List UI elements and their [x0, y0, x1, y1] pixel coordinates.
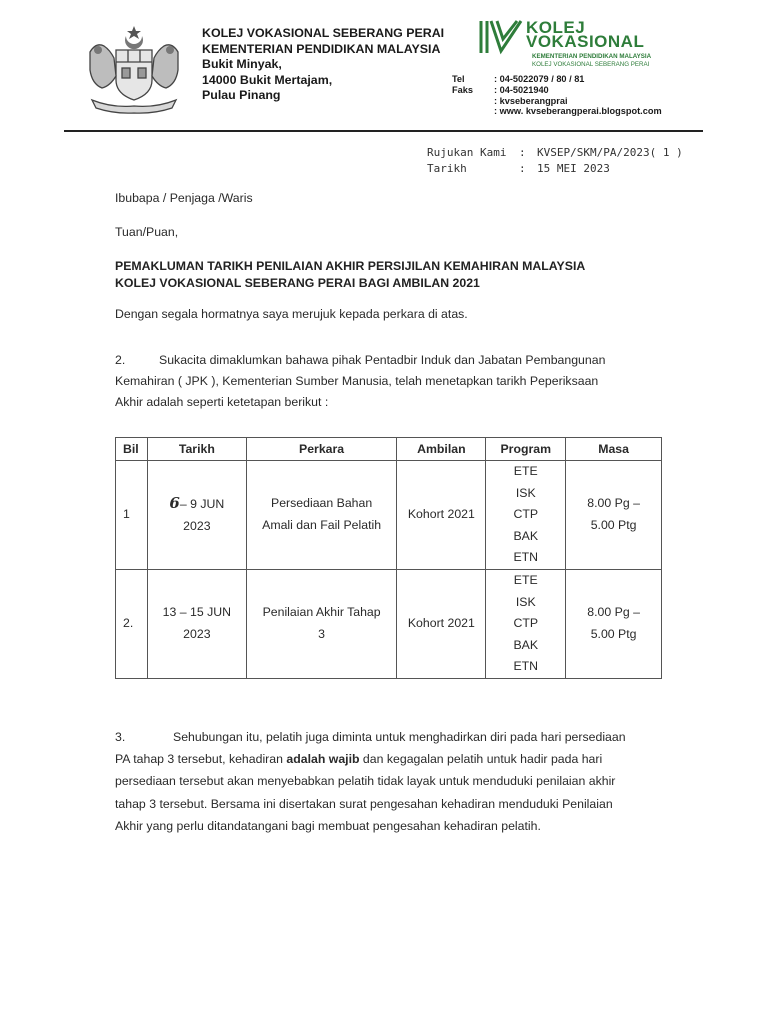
cell-perkara [246, 461, 397, 570]
program-code: ISK [515, 594, 536, 609]
date-text: 13 – 15 JUN [162, 605, 232, 620]
emphasis-text: wajib [328, 752, 360, 767]
reference-row [427, 161, 683, 177]
perkara-line: Persediaan Bahan [271, 496, 373, 511]
cell-tarikh [147, 570, 246, 679]
subject-line: KOLEJ VOKASIONAL SEBERANG PERAI BAGI AMBILAN 2021 [115, 276, 480, 290]
contact-info [452, 74, 662, 117]
contact-label: Tel [452, 74, 465, 84]
subject-line: PEMAKLUMAN TARIKH PENILAIAN AKHIR PERSIJILAN KEMAHIRAN MALAYSIA [115, 259, 586, 273]
cell-perkara [246, 570, 397, 679]
cell-ambilan: Kohort 2021 [397, 461, 486, 570]
reference-label: Rujukan Kami [427, 146, 507, 159]
perkara-line: Penilaian Akhir Tahap [262, 605, 381, 620]
program-code: CTP [513, 616, 539, 631]
emphasis-text: adalah [286, 752, 326, 767]
cell-masa [566, 570, 662, 679]
recipient: Ibubapa / Penjaga /Waris [115, 191, 253, 205]
date-year: 2023 [183, 627, 211, 641]
handwritten-date: 6 [169, 493, 180, 512]
perkara-line: 3 [318, 627, 326, 641]
paragraph-line: Sehubungan itu, pelatih juga diminta untuk menghadirkan diri pada hari persediaan [173, 730, 626, 744]
coat-of-arms-icon [78, 22, 190, 114]
paragraph-line: Kemahiran ( JPK ), Kementerian Sumber Manusia, telah menetapkan tarikh Peperiksaan [115, 374, 599, 388]
column-header: Bil [116, 438, 148, 461]
reference-separator: : [519, 162, 526, 175]
contact-value: : 04-5022079 / 80 / 81 [494, 74, 585, 84]
paragraph-line: tahap 3 tersebut. Bersama ini disertakan surat pengesahan kehadiran menduduki Penilaian [115, 796, 613, 811]
text-span: PA tahap 3 tersebut, kehadiran [115, 752, 287, 767]
brand-word-vokasional: VOKASIONAL [526, 32, 645, 51]
institution-line: KOLEJ VOKASIONAL SEBERANG PERAI [202, 26, 445, 40]
paragraph-3 [115, 726, 675, 837]
table-row [116, 461, 662, 570]
kv-logo-mark-icon [478, 19, 524, 55]
cell-program [486, 570, 566, 679]
salutation: Tuan/Puan, [115, 225, 179, 239]
contact-label [452, 106, 494, 117]
table-row [116, 570, 662, 679]
paragraph-line [115, 748, 675, 770]
opening-line: Dengan segala hormatnya saya merujuk kepada perkara di atas. [115, 307, 468, 321]
column-header: Masa [566, 438, 662, 461]
institution-line: 14000 Bukit Mertajam, [202, 72, 333, 87]
program-code: ETN [513, 550, 539, 565]
institution-address [202, 26, 444, 104]
contact-row [452, 106, 662, 117]
text-span: dan kegagalan pelatih untuk hadir pada hari [359, 752, 603, 767]
reference-row [427, 145, 683, 161]
paragraph-number: 2. [115, 353, 126, 367]
cell-tarikh [147, 461, 246, 570]
contact-label [452, 96, 494, 107]
contact-label: Faks [452, 84, 473, 95]
table-header-row [116, 438, 662, 461]
paragraph-2 [115, 350, 675, 413]
column-header: Tarikh [147, 438, 246, 461]
date-year: 2023 [183, 518, 211, 533]
institution-line: KEMENTERIAN PENDIDIKAN MALAYSIA [202, 41, 441, 56]
paragraph-line: Akhir adalah seperti ketetapan berikut : [115, 395, 329, 409]
institution-line: Bukit Minyak, [202, 57, 282, 71]
contact-row [452, 85, 662, 96]
program-code: ETE [513, 464, 538, 479]
cell-masa [566, 461, 662, 570]
paragraph-line: Akhir yang perlu ditandatangani bagi membuat pengesahan kehadiran pelatih. [115, 818, 541, 833]
masa-line: 8.00 Pg – [587, 605, 640, 620]
brand-word-kolej: KOLEJ [526, 18, 586, 37]
program-code: BAK [513, 637, 539, 652]
column-header: Perkara [246, 438, 397, 461]
masa-line: 8.00 Pg – [587, 496, 640, 511]
masa-line: 5.00 Ptg [590, 627, 637, 641]
contact-value: : 04-5021940 [494, 84, 549, 95]
reference-label: Tarikh [427, 162, 467, 175]
reference-separator: : [519, 146, 526, 159]
paragraph-line: Sukacita dimaklumkan bahawa pihak Pentadbir Induk dan Jabatan Pembangunan [159, 353, 606, 367]
kv-brand-logo [478, 18, 658, 70]
contact-row [452, 96, 662, 107]
contact-row [452, 74, 662, 85]
cell-ambilan: Kohort 2021 [397, 570, 486, 679]
program-code: ETE [513, 573, 538, 588]
cell-bil: 2. [116, 570, 148, 679]
perkara-line: Amali dan Fail Pelatih [262, 518, 382, 532]
program-code: ETN [513, 659, 539, 674]
column-header: Program [486, 438, 566, 461]
program-code: BAK [513, 528, 539, 543]
paragraph-line: persediaan tersebut akan menyebabkan pelatih tidak layak untuk menduduki penilaian akhir [115, 774, 616, 789]
contact-value: : kvseberangprai [494, 95, 568, 106]
date-text: – 9 JUN [179, 496, 225, 511]
header-divider [64, 130, 703, 132]
institution-line: Pulau Pinang [202, 88, 281, 102]
program-code: ISK [515, 485, 536, 500]
letter-subject [115, 258, 585, 292]
brand-subtitle-college: KOLEJ VOKASIONAL SEBERANG PERAI [532, 61, 650, 68]
masa-line: 5.00 Ptg [590, 518, 637, 532]
brand-subtitle-ministry: KEMENTERIAN PENDIDIKAN MALAYSIA [532, 53, 652, 60]
cell-bil: 1 [116, 461, 148, 570]
paragraph-number: 3. [115, 730, 126, 744]
contact-value: : www. kvseberangperai.blogspot.com [494, 106, 662, 117]
reference-value: KVSEP/SKM/PA/2023( 1 ) [537, 146, 683, 159]
schedule-table [115, 437, 662, 681]
cell-program [486, 461, 566, 570]
program-code: CTP [513, 507, 539, 522]
column-header: Ambilan [397, 438, 486, 461]
reference-value: 15 MEI 2023 [537, 162, 610, 175]
letter-reference [427, 145, 683, 177]
